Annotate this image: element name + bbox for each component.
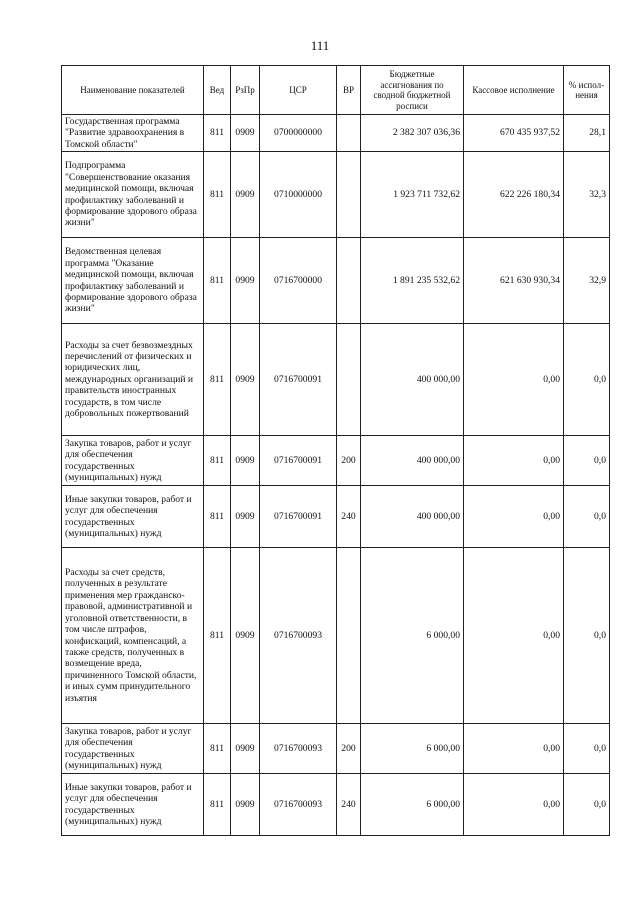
row-rzpr: 0909 bbox=[231, 152, 260, 238]
row-vr bbox=[337, 115, 361, 152]
row-rzpr: 0909 bbox=[231, 115, 260, 152]
row-csr: 0716700091 bbox=[260, 486, 337, 548]
row-rzpr: 0909 bbox=[231, 324, 260, 436]
row-percent: 0,0 bbox=[564, 774, 610, 836]
row-percent: 0,0 bbox=[564, 548, 610, 724]
header-percent: % испол-нения bbox=[564, 66, 610, 115]
row-csr: 0716700091 bbox=[260, 324, 337, 436]
row-assignments: 6 000,00 bbox=[361, 548, 464, 724]
table-row bbox=[62, 436, 610, 486]
row-assignments: 400 000,00 bbox=[361, 486, 464, 548]
header-name: Наименование показателей bbox=[62, 66, 204, 115]
row-cash-execution: 0,00 bbox=[464, 324, 564, 436]
row-ved: 811 bbox=[204, 774, 231, 836]
row-rzpr: 0909 bbox=[231, 486, 260, 548]
header-vr: ВР bbox=[337, 66, 361, 115]
row-vr bbox=[337, 548, 361, 724]
row-vr: 200 bbox=[337, 436, 361, 486]
page-number: 111 bbox=[310, 38, 330, 53]
row-ved: 811 bbox=[204, 436, 231, 486]
row-csr: 0710000000 bbox=[260, 152, 337, 238]
row-name: Расходы за счет безвозмездных перечислений от физических и юридических лиц, международных организаций и правительств иностранных государств, в том числе добровольных пожертвований bbox=[62, 324, 204, 436]
row-csr: 0716700093 bbox=[260, 548, 337, 724]
row-name: Расходы за счет средств, полученных в результате применения мер гражданско-правовой, административной и уголовной ответственности, в том числе штрафов, конфискаций, компенсаций, а также средств, полученных в возмещение вреда, причиненного Томской области, и иных сумм принудительного изъятия bbox=[62, 548, 204, 724]
row-vr: 240 bbox=[337, 486, 361, 548]
row-percent: 0,0 bbox=[564, 486, 610, 548]
row-cash-execution: 0,00 bbox=[464, 774, 564, 836]
table-row bbox=[62, 774, 610, 836]
row-assignments: 400 000,00 bbox=[361, 324, 464, 436]
row-percent: 0,0 bbox=[564, 324, 610, 436]
row-vr: 200 bbox=[337, 724, 361, 774]
table-row bbox=[62, 548, 610, 724]
row-name: Государственная программа "Развитие здравоохранения в Томской области" bbox=[62, 115, 204, 152]
row-percent: 32,3 bbox=[564, 152, 610, 238]
row-csr: 0700000000 bbox=[260, 115, 337, 152]
table-row bbox=[62, 238, 610, 324]
header-csr: ЦСР bbox=[260, 66, 337, 115]
table-row bbox=[62, 724, 610, 774]
row-assignments: 1 891 235 532,62 bbox=[361, 238, 464, 324]
row-ved: 811 bbox=[204, 115, 231, 152]
row-name: Закупка товаров, работ и услуг для обеспечения государственных (муниципальных) нужд bbox=[62, 724, 204, 774]
row-name: Ведомственная целевая программа "Оказание медицинской помощи, включая профилактику заболеваний и формирование здорового образа жизни" bbox=[62, 238, 204, 324]
table-row bbox=[62, 152, 610, 238]
row-cash-execution: 622 226 180,34 bbox=[464, 152, 564, 238]
row-percent: 0,0 bbox=[564, 724, 610, 774]
row-csr: 0716700000 bbox=[260, 238, 337, 324]
row-assignments: 400 000,00 bbox=[361, 436, 464, 486]
row-rzpr: 0909 bbox=[231, 436, 260, 486]
table-row bbox=[62, 486, 610, 548]
row-ved: 811 bbox=[204, 486, 231, 548]
header-cash-execution: Кассовое исполнение bbox=[464, 66, 564, 115]
row-csr: 0716700093 bbox=[260, 774, 337, 836]
row-name: Иные закупки товаров, работ и услуг для обеспечения государственных (муниципальных) нужд bbox=[62, 774, 204, 836]
row-cash-execution: 0,00 bbox=[464, 486, 564, 548]
budget-execution-table bbox=[61, 65, 610, 836]
row-ved: 811 bbox=[204, 152, 231, 238]
row-csr: 0716700091 bbox=[260, 436, 337, 486]
row-percent: 28,1 bbox=[564, 115, 610, 152]
row-cash-execution: 0,00 bbox=[464, 436, 564, 486]
row-ved: 811 bbox=[204, 724, 231, 774]
header-ved: Вед bbox=[204, 66, 231, 115]
row-percent: 32,9 bbox=[564, 238, 610, 324]
row-ved: 811 bbox=[204, 324, 231, 436]
row-ved: 811 bbox=[204, 238, 231, 324]
row-rzpr: 0909 bbox=[231, 724, 260, 774]
row-assignments: 6 000,00 bbox=[361, 724, 464, 774]
row-rzpr: 0909 bbox=[231, 548, 260, 724]
row-vr bbox=[337, 152, 361, 238]
row-vr: 240 bbox=[337, 774, 361, 836]
table-row bbox=[62, 115, 610, 152]
row-rzpr: 0909 bbox=[231, 238, 260, 324]
row-cash-execution: 621 630 930,34 bbox=[464, 238, 564, 324]
row-csr: 0716700093 bbox=[260, 724, 337, 774]
row-assignments: 1 923 711 732,62 bbox=[361, 152, 464, 238]
row-vr bbox=[337, 238, 361, 324]
row-name: Иные закупки товаров, работ и услуг для обеспечения государственных (муниципальных) нужд bbox=[62, 486, 204, 548]
row-vr bbox=[337, 324, 361, 436]
row-ved: 811 bbox=[204, 548, 231, 724]
row-name: Закупка товаров, работ и услуг для обеспечения государственных (муниципальных) нужд bbox=[62, 436, 204, 486]
row-cash-execution: 670 435 937,52 bbox=[464, 115, 564, 152]
table-row bbox=[62, 324, 610, 436]
header-rzpr: РзПр bbox=[231, 66, 260, 115]
row-cash-execution: 0,00 bbox=[464, 724, 564, 774]
table-header-row bbox=[62, 66, 610, 115]
row-name: Подпрограмма "Совершенствование оказания медицинской помощи, включая профилактику заболеваний и формирование здорового образа жизни" bbox=[62, 152, 204, 238]
row-rzpr: 0909 bbox=[231, 774, 260, 836]
header-assignments: Бюджетные ассигнования по сводной бюджетной росписи bbox=[361, 66, 464, 115]
row-cash-execution: 0,00 bbox=[464, 548, 564, 724]
row-assignments: 6 000,00 bbox=[361, 774, 464, 836]
row-percent: 0,0 bbox=[564, 436, 610, 486]
row-assignments: 2 382 307 036,36 bbox=[361, 115, 464, 152]
